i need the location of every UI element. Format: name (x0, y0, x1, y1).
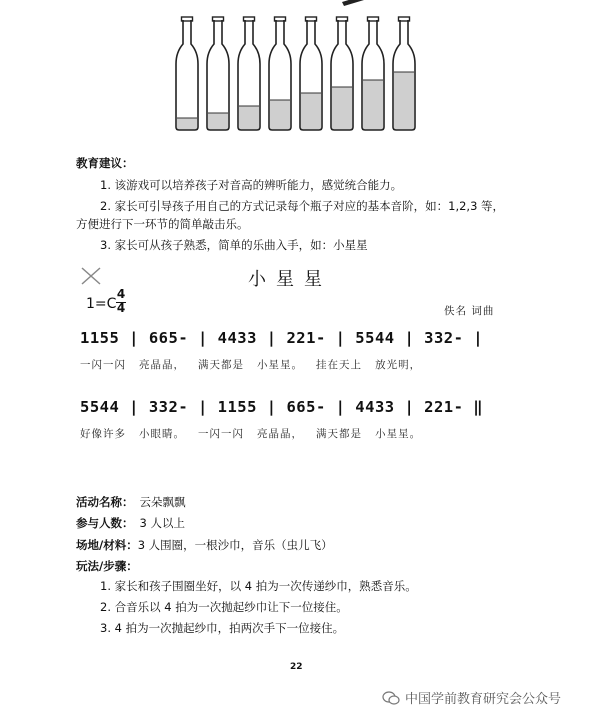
step-2: 2. 合音乐以 4 拍为一次抛起纱巾让下一位接住。 (100, 600, 348, 614)
cross-mark-icon (80, 266, 104, 286)
song-title: 小星星 (248, 269, 332, 290)
page-number: 22 (290, 662, 303, 672)
steps-label: 玩法/步骤： (76, 559, 138, 573)
bottle-water (301, 93, 321, 130)
step-1: 1. 家长和孩子围圈坐好，以 4 拍为一次传递纱巾，熟悉音乐。 (100, 579, 417, 593)
time-top: 4 (116, 287, 126, 301)
bottle-lip (337, 17, 348, 21)
wechat-icon (382, 691, 400, 705)
bottle-lip (182, 17, 193, 21)
bottle-water (394, 72, 414, 130)
time-bottom: 4 (116, 301, 126, 315)
bottle-lip (306, 17, 317, 21)
step-3: 3. 4 拍为一次抛起纱巾，拍两次手下一位接住。 (100, 621, 345, 635)
lyrics-line-1: 一闪一闪 亮晶晶， 满天都是 小星星。 挂在天上 放光明， (80, 359, 422, 371)
bottle-lip (213, 17, 224, 21)
activity-name-row (76, 494, 186, 510)
education-item-2: 2. 家长可引导孩子用自己的方式记录每个瓶子对应的基本音阶，如：1,2,3 等， (100, 199, 505, 213)
education-item-2-cont: 方便进行下一环节的简单敲击乐。 (76, 217, 249, 231)
key-signature (86, 296, 116, 312)
people-value: 3 人以上 (139, 516, 185, 530)
bottle-lip (275, 17, 286, 21)
watermark (382, 688, 561, 707)
score-line-1: 1155 | 665- | 4433 | 221- | 5544 | 332- | (80, 329, 484, 347)
lyrics-line-2: 好像许多 小眼睛。 一闪一闪 亮晶晶， 满天都是 小星星。 (80, 428, 422, 440)
bottle-water (177, 118, 197, 130)
bottle-water (239, 106, 259, 130)
people-row (76, 515, 185, 531)
bottles-illustration (170, 0, 430, 140)
bottle-water (363, 80, 383, 130)
bottle-water (332, 87, 352, 130)
bottle (176, 20, 198, 130)
people-label: 参与人数： (76, 516, 134, 530)
key-prefix: 1=C (86, 296, 117, 312)
bottle-water (270, 100, 290, 130)
education-heading: 教育建议： (76, 156, 134, 170)
bottle-lip (244, 17, 255, 21)
activity-name-value: 云朵飘飘 (139, 495, 186, 509)
time-signature (116, 289, 126, 314)
bottle-lip (368, 17, 379, 21)
song-credit: 佚名 词曲 (444, 305, 495, 317)
education-item-1: 1. 该游戏可以培养孩子对音高的辨听能力，感觉统合能力。 (100, 178, 403, 192)
watermark-text: 中国学前教育研究会公众号 (405, 692, 562, 707)
venue-label: 场地/材料： (76, 538, 138, 552)
mallet-icon (342, 0, 364, 6)
bottle-water (208, 113, 228, 130)
score-line-2: 5544 | 332- | 1155 | 665- | 4433 | 221- ‖ (80, 398, 484, 416)
venue-value: 3 人围圈，一根沙巾，音乐（虫儿飞） (137, 538, 333, 552)
activity-name-label: 活动名称： (76, 495, 134, 509)
education-item-3: 3. 家长可从孩子熟悉，简单的乐曲入手，如：小星星 (100, 238, 368, 252)
venue-row (76, 537, 333, 553)
bottle-lip (399, 17, 410, 21)
